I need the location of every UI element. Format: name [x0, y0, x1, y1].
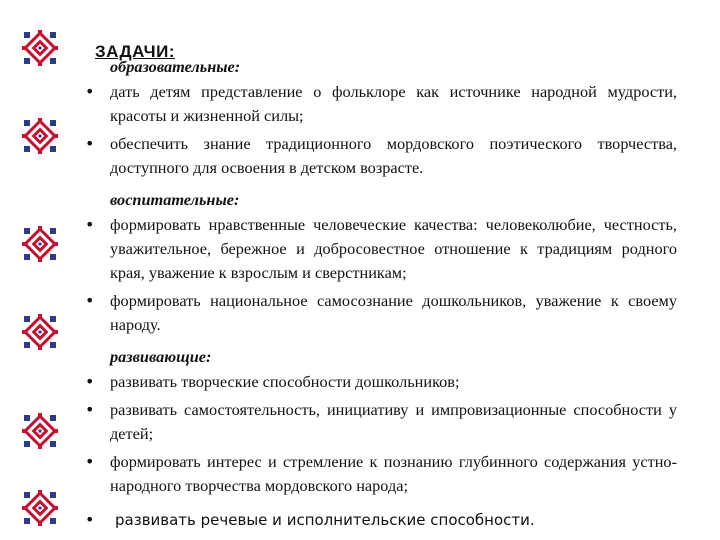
list-item: • обеспечить знание традиционного мордовского поэтического творчества, доступного для освоения в детском возрасте. — [85, 132, 677, 180]
list-item: • развивать творческие способности дошкольников; — [85, 370, 677, 394]
page-title: ЗАДАЧИ: — [95, 42, 175, 61]
mordovian-ornament-icon — [22, 314, 58, 350]
mordovian-ornament-icon — [22, 490, 58, 526]
mordovian-ornament-icon — [22, 413, 58, 449]
mordovian-ornament-icon — [22, 226, 58, 262]
mordovian-ornament-icon — [22, 118, 58, 154]
section-heading-developmental: развивающие: — [110, 347, 212, 366]
section-heading-upbringing: воспитательные: — [110, 190, 240, 209]
section-heading-educational: образовательные: — [110, 57, 241, 76]
list-item: • формировать нравственные человеческие качества: человеколюбие, честность, уважительное, бережное и добросовестное отношение к традициям родного края, уважение к взрослым и сверстникам; — [85, 213, 677, 285]
list-item: • развивать речевые и исполнительские способности. — [85, 508, 677, 532]
list-item: • формировать интерес и стремление к познанию глубинного содержания устно-народного творчества мордовского народа; — [85, 450, 677, 498]
list-item: • формировать национальное самосознание дошкольников, уважение к своему народу. — [85, 289, 677, 337]
list-item: • дать детям представление о фольклоре как источнике народной мудрости, красоты и жизненной силы; — [85, 80, 677, 128]
task-list — [85, 55, 677, 536]
mordovian-ornament-icon — [22, 30, 58, 66]
list-item: • развивать самостоятельность, инициативу и импровизационные способности у детей; — [85, 398, 677, 446]
